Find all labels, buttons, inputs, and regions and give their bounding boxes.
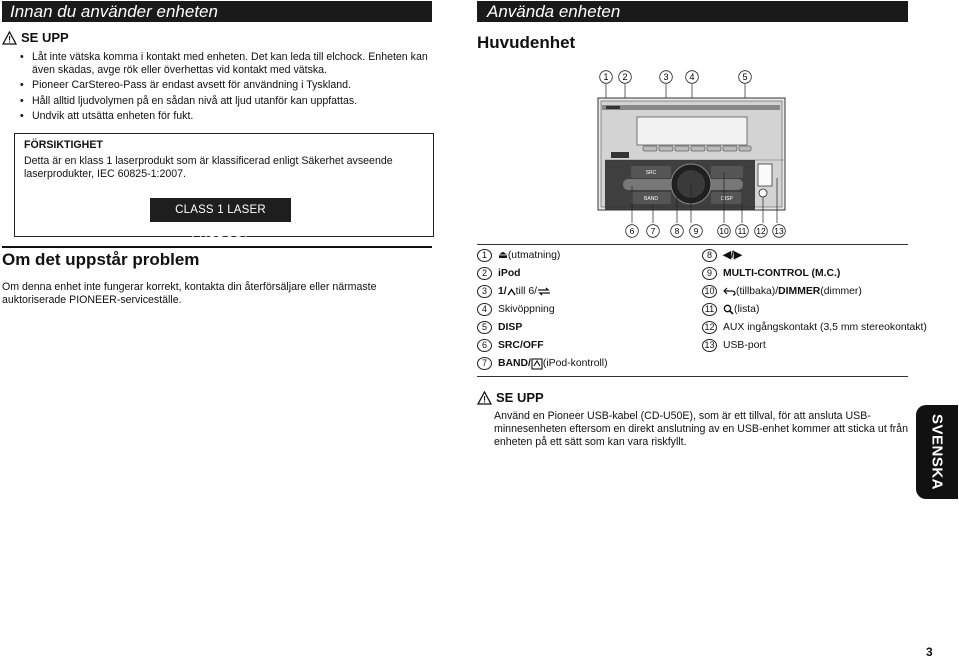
legend-item-6: [477, 339, 544, 352]
svg-text:SRC: SRC: [645, 170, 657, 176]
section-heading: Huvudenhet: [477, 33, 576, 52]
warning-title: FÖRSIKTIGHET: [24, 139, 103, 151]
legend-text: AUX ingångskontakt (3,5 mm stereokontakt): [723, 322, 927, 333]
legend-number: 12: [702, 321, 717, 334]
warning-text: Detta är en klass 1 laserprodukt som är klassificerad enligt Säkerhet avseende laserprodukter, IEC 60825-1:2007.: [24, 155, 393, 180]
callout-1: [600, 71, 613, 84]
callout-4: [686, 71, 699, 84]
legend-number: 2: [477, 267, 492, 280]
page-header-right: Använda enheten: [477, 1, 908, 22]
legend-item-11: [702, 303, 759, 316]
back-arrow-icon: [723, 287, 736, 296]
legend-text: BAND/: [498, 358, 531, 369]
repeat-icon: [537, 287, 551, 296]
warning-icon: [2, 31, 17, 45]
legend-item-12: [702, 321, 927, 334]
search-icon: [723, 304, 734, 315]
caution-heading: [2, 30, 69, 45]
eject-icon: ⏏: [498, 250, 508, 261]
warning-box: [14, 133, 434, 240]
callout-10: [718, 225, 731, 238]
page-number: 3: [926, 645, 933, 659]
list-item: • Pioneer CarStereo-Pass är endast avsett för användning i Tyskland.: [20, 79, 432, 92]
caution-title: SE UPP: [496, 390, 544, 405]
svg-text:9: 9: [693, 226, 699, 236]
legend-item-1: [477, 249, 560, 262]
warning-icon: [477, 391, 492, 405]
legend-text: DIMMER: [778, 286, 821, 297]
legend-item-9: [702, 267, 840, 280]
list-item: • Undvik att utsätta enheten för fukt.: [20, 110, 432, 123]
laser-product-label: CLASS 1 LASER PRODUCT: [150, 198, 291, 222]
legend-text: (iPod-kontroll): [542, 358, 608, 369]
language-tab: [916, 405, 958, 499]
legend-item-13: [702, 339, 766, 352]
legend-text: (dimmer): [820, 286, 862, 297]
legend-number: 3: [477, 285, 492, 298]
legend-item-10: [702, 285, 862, 298]
svg-text:6: 6: [629, 226, 635, 236]
callout-3: [660, 71, 673, 84]
legend-number: 13: [702, 339, 717, 352]
caution-title: SE UPP: [21, 30, 69, 45]
legend-number: 8: [702, 249, 717, 262]
caution-heading-usb: [477, 390, 544, 405]
svg-text:1: 1: [603, 72, 609, 82]
legend-text: Skivöppning: [498, 304, 555, 315]
problem-text: Om denna enhet inte fungerar korrekt, kontakta din återförsäljare eller närmaste auktoriserade PIONEER-serviceställe.: [2, 281, 377, 306]
legend-top-rule: [477, 244, 908, 245]
svg-text:8: 8: [674, 226, 680, 236]
legend-text: SRC/OFF: [498, 340, 544, 351]
legend-number: 5: [477, 321, 492, 334]
caution-list: [20, 51, 432, 126]
callout-5: [739, 71, 752, 84]
legend-item-2: [477, 267, 521, 280]
legend-text: till 6/: [515, 286, 538, 297]
legend-text: (utmatning): [507, 250, 561, 261]
list-item: • Låt inte vätska komma i kontakt med enheten. Det kan leda till elchock. Enheten kan även skadas, avge rök eller överhettas vid kontakt med vätska.: [20, 51, 432, 77]
legend-item-7: [477, 357, 608, 370]
svg-text:2: 2: [622, 72, 628, 82]
svg-text:3: 3: [663, 72, 669, 82]
legend-text: iPod: [498, 268, 521, 279]
legend-number: 11: [702, 303, 717, 316]
legend-text: (lista): [734, 304, 760, 315]
svg-text:4: 4: [689, 72, 695, 82]
callout-13: [773, 225, 786, 238]
legend-item-5: [477, 321, 522, 334]
callout-9: [690, 225, 703, 238]
legend-text: (tillbaka)/: [736, 286, 779, 297]
legend-item-4: [477, 303, 555, 316]
page-header-left: Innan du använder enheten: [2, 1, 432, 22]
legend-number: 7: [477, 357, 492, 370]
callout-11: [736, 225, 749, 238]
problem-heading: Om det uppstår problem: [2, 246, 432, 271]
legend-text: USB-port: [723, 340, 766, 351]
legend-text: 1/: [498, 286, 507, 297]
callout-6: [626, 225, 639, 238]
svg-text:12: 12: [756, 226, 766, 236]
legend-number: 10: [702, 285, 717, 298]
svg-text:DISP: DISP: [721, 196, 733, 202]
legend-text: MULTI-CONTROL (M.C.): [723, 268, 841, 279]
svg-text:5: 5: [742, 72, 748, 82]
callout-2: [619, 71, 632, 84]
legend-text: ◀/▶: [723, 250, 742, 261]
callout-7: [647, 225, 660, 238]
legend-number: 1: [477, 249, 492, 262]
svg-text:10: 10: [719, 226, 729, 236]
legend-item-3: [477, 285, 551, 298]
head-unit-illustration: [587, 60, 797, 240]
ipod-control-icon: [531, 358, 543, 370]
svg-text:7: 7: [650, 226, 656, 236]
svg-text:BAND: BAND: [644, 196, 658, 202]
svg-text:11: 11: [737, 226, 747, 236]
legend-number: 4: [477, 303, 492, 316]
callout-12: [755, 225, 768, 238]
list-item: • Håll alltid ljudvolymen på en sådan nivå att ljud utanför kan uppfattas.: [20, 95, 432, 108]
callout-8: [671, 225, 684, 238]
caret-up-icon: [507, 288, 516, 296]
language-label: SVENSKA: [928, 413, 946, 491]
caution-text: Använd en Pioneer USB-kabel (CD-U50E), som är ett tillval, för att ansluta USB-minnesenheten eftersom en direkt anslutning av en USB-enhet kommer att sticka ut från enheten på ett sätt som kan vara riskfyllt.: [494, 410, 908, 448]
legend-bottom-rule: [477, 376, 908, 377]
head-unit-body: [598, 98, 785, 210]
svg-text:13: 13: [774, 226, 784, 236]
legend-number: 9: [702, 267, 717, 280]
legend-number: 6: [477, 339, 492, 352]
legend-text: DISP: [498, 322, 523, 333]
legend-item-8: [702, 249, 742, 262]
